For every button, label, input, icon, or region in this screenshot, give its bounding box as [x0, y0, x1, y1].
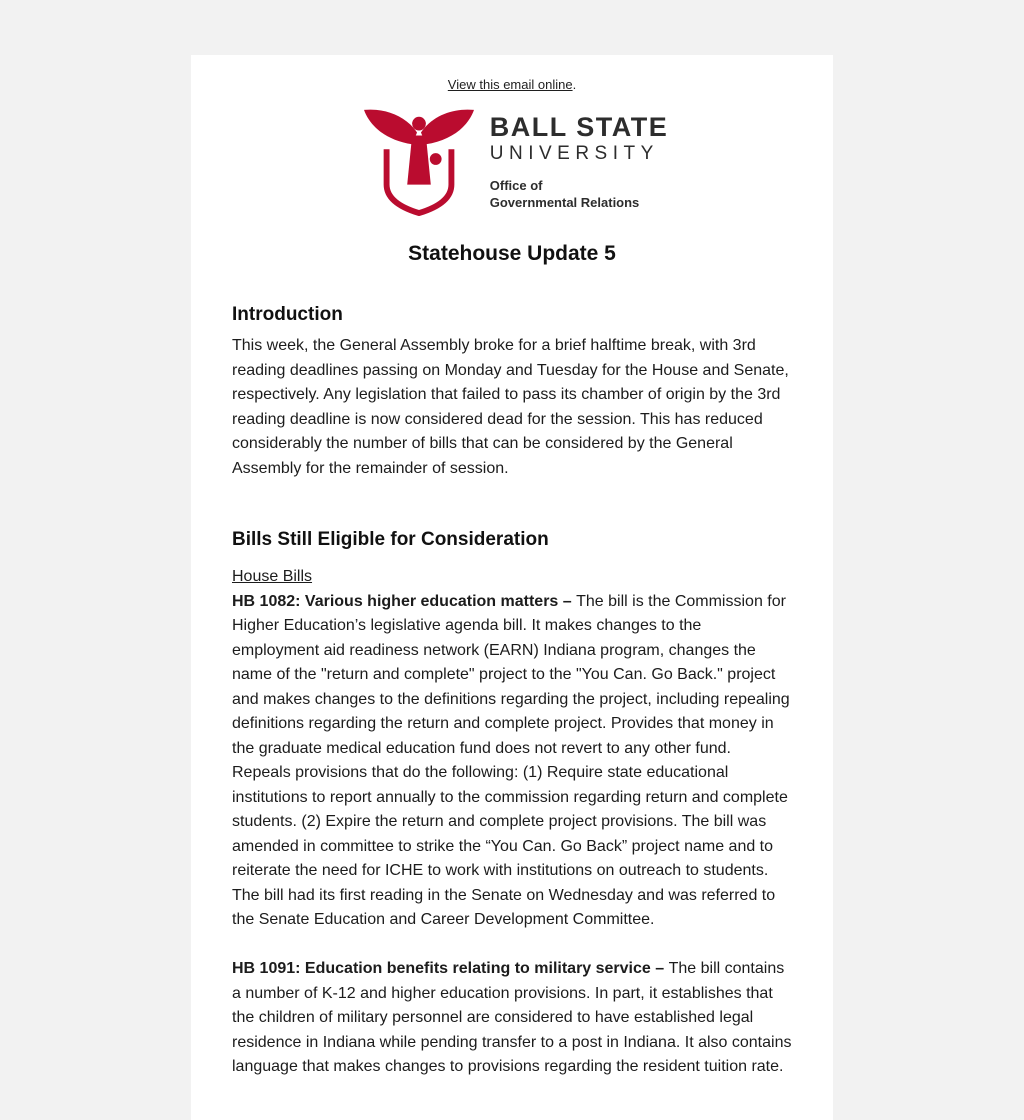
bill-hb1091-lead: HB 1091: Education benefits relating to military service –: [232, 960, 669, 977]
logo-text-block: [490, 112, 669, 211]
logo-dept-line1: Office of: [489, 177, 543, 193]
bill-paragraph-hb1091: [232, 957, 792, 1080]
ball-state-logo: [232, 106, 792, 216]
bill-hb1091-body: The bill contains a number of K-12 and higher education provisions. In part, it establishes that the children of military personnel are considered to have established legal residence in Indiana while pending transfer to a post in Indiana. It also contains language that makes changes to provisions regarding the resident tuition rate.: [232, 960, 792, 1075]
newsletter-title: Statehouse Update 5: [408, 242, 616, 265]
bill-paragraph-hb1082: [232, 590, 792, 933]
view-online-link[interactable]: View this email online: [447, 77, 573, 92]
view-online-row: [232, 71, 792, 92]
view-online-period: .: [572, 77, 577, 92]
logo-brand-line2: UNIVERSITY: [489, 142, 659, 164]
logo-brand-line1: BALL STATE: [489, 111, 669, 142]
beneficence-emblem-icon: [356, 106, 482, 216]
bills-heading: Bills Still Eligible for Consideration: [232, 529, 549, 550]
bill-hb1082-body: The bill is the Commission for Higher Education’s legislative agenda bill. It makes changes to the employment aid readiness network (EARN) Indiana program, changes the name of the "return and complete" project to the "You Can. Go Back." project and makes changes to the definitions regarding the project, including repealing definitions regarding the return and complete project. Provides that money in the graduate medical education fund does not revert to any other fund. Repeals provisions that do the following: (1) Require state educational institutions to report annually to the commission regarding return and complete students. (2) Expire the return and complete project provisions. The bill was amended in committee to strike the “You Can. Go Back” project name and to reiterate the need for ICHE to work with institutions on outreach to students. The bill had its first reading in the Senate on Wednesday and was referred to the Senate Education and Career Development Committee.: [232, 592, 790, 928]
logo-department: [490, 177, 669, 211]
house-bills-subheading: House Bills: [232, 568, 313, 585]
logo-dept-line2: Governmental Relations: [489, 194, 640, 210]
email-body: [191, 55, 833, 1120]
intro-paragraph: This week, the General Assembly broke for a brief halftime break, with 3rd reading deadlines passing on Monday and Tuesday for the House and Senate, respectively. Any legislation that failed to pass its chamber of origin by the 3rd reading deadline is now considered dead for the session. This has reduced considerably the number of bills that can be considered by the General Assembly for the remainder of session.: [232, 337, 789, 477]
intro-heading: Introduction: [232, 304, 343, 325]
bill-hb1082-lead: HB 1082: Various higher education matters –: [232, 592, 577, 610]
